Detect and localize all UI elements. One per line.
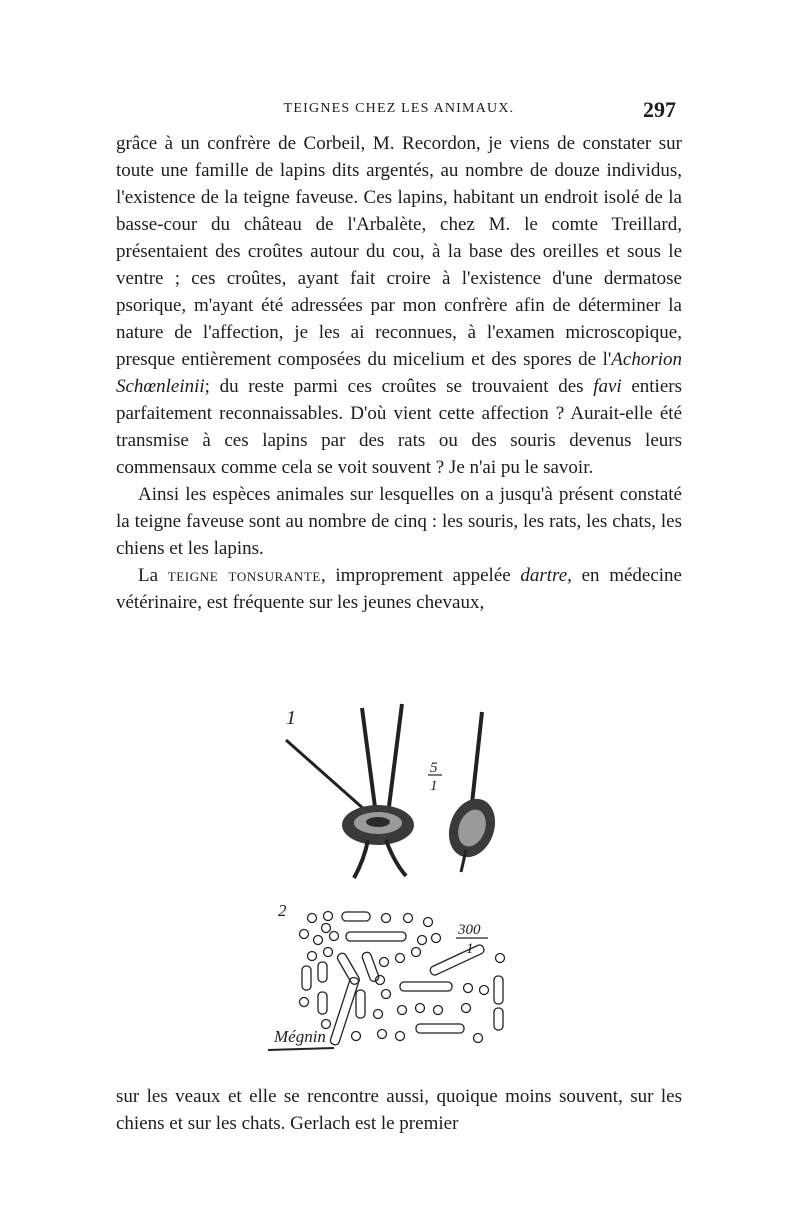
signature-underline <box>268 1048 334 1050</box>
figure-label-1: 1 <box>286 707 296 729</box>
mycelium-chain <box>361 951 380 982</box>
scale-2-numerator: 300 <box>458 922 481 938</box>
paragraph-continuation: sur les veaux et elle se rencontre aussi, quoique moins souvent, sur les chiens et sur les chats. Gerlach est le premier <box>116 1086 682 1134</box>
spore <box>398 1006 407 1015</box>
mycelium-chain <box>494 976 503 1004</box>
mycelium-chain <box>494 1008 503 1030</box>
species-name: Achorion Schœnleinii <box>116 349 682 397</box>
mycelium-chain <box>400 982 452 991</box>
spore <box>308 914 317 923</box>
upper-text-block <box>116 130 682 616</box>
mycelium-chain <box>336 952 361 986</box>
spore <box>496 954 505 963</box>
figure-engraving <box>256 690 546 1060</box>
spore <box>324 948 333 957</box>
spore <box>432 934 441 943</box>
figure-hair-illustration <box>256 690 546 1060</box>
spore <box>434 1006 443 1015</box>
engraver-signature: Mégnin <box>274 1027 326 1046</box>
mycelium-chain <box>342 912 370 921</box>
running-title: TEIGNES CHEZ LES ANIMAUX. <box>283 101 515 116</box>
lower-text-block <box>116 1083 682 1137</box>
paragraph-text: grâce à un confrère de Corbeil, M. Recordon, je viens de constater sur toute une famille de lapins dits argentés, au nombre de douze individus, l'existence de la teigne faveuse. Ces lapins, habitant un endroit isolé de la basse-cour du château de l'Arbalète, chez M. le comte Treillard, présentaient des croûtes autour du cou, à la base des oreilles et sous le ventre ; ces croûtes, ayant fait croire à l'existence d'une dermatose psorique, m'ayant été adressées par mon confrère afin de déterminer la nature de l'affection, je les ai reconnues, à l'examen microscopique, presque entièrement composées du micelium et des spores de l' <box>116 133 682 370</box>
spore <box>480 986 489 995</box>
spore <box>464 984 473 993</box>
spore <box>412 948 421 957</box>
mycelium-chain <box>318 992 327 1014</box>
paragraph-favus-rabbits <box>116 130 682 481</box>
spore <box>324 912 333 921</box>
spore <box>396 1032 405 1041</box>
mycelium-chain <box>429 944 485 977</box>
spore <box>352 1032 361 1041</box>
paragraph-text: , improprement appelée <box>320 565 521 586</box>
spore <box>374 1010 383 1019</box>
running-head <box>116 97 682 121</box>
paragraph-species-count: Ainsi les espèces animales sur lesquelles on a jusqu'à présent constaté la teigne faveuse sont au nombre de cinq : les souris, les rats, les chats, les chiens et les lapins. <box>116 484 682 559</box>
spore <box>474 1034 483 1043</box>
spore <box>322 924 331 933</box>
spore <box>300 930 309 939</box>
mycelium-chain <box>346 932 406 941</box>
hair-root <box>354 840 368 878</box>
paragraph-text: La <box>138 565 168 586</box>
spore <box>382 990 391 999</box>
spore <box>382 914 391 923</box>
spore <box>378 1030 387 1039</box>
scale-1-denominator: 1 <box>430 778 438 794</box>
page-number: 297 <box>643 97 676 122</box>
mycelium-chain <box>318 962 327 982</box>
spore <box>418 936 427 945</box>
disease-name: teigne tonsurante <box>167 565 321 586</box>
spore <box>416 1004 425 1013</box>
spore <box>308 952 317 961</box>
spore <box>404 914 413 923</box>
paragraph-text: ; du reste parmi ces croûtes se trouvaient des <box>204 376 594 397</box>
mycelium-chain <box>356 990 365 1018</box>
figure-label-2: 2 <box>278 901 287 920</box>
paragraph-tonsurante <box>116 562 682 616</box>
spore <box>396 954 405 963</box>
paragraph-text: entiers parfaitement reconnaissables. D'où vient cette affection ? Aurait-elle été transmise à ces lapins par des rats ou des souris devenus leurs commensaux comme cela se voit souvent ? Je n'ai pu le savoir. <box>116 376 682 478</box>
mycelium-chain <box>416 1024 464 1033</box>
scab-disc-hole <box>366 817 390 827</box>
hair-disc-right <box>441 712 503 872</box>
spore <box>462 1004 471 1013</box>
scale-1-numerator: 5 <box>430 760 438 776</box>
spore <box>380 958 389 967</box>
spore <box>330 932 339 941</box>
paragraph-text: en médecine vétérinaire, est fréquente sur les jeunes chevaux, <box>116 565 682 613</box>
spore <box>314 936 323 945</box>
spore <box>424 918 433 927</box>
hair-disc-left <box>286 704 414 878</box>
spore <box>300 998 309 1007</box>
favi-term: favi <box>593 376 622 397</box>
hair-root <box>386 840 406 876</box>
dartre-term: dartre, <box>520 565 572 586</box>
mycelium-chain <box>329 976 359 1045</box>
hair-strand <box>286 740 374 818</box>
mycelium-chain <box>302 966 311 990</box>
scale-2-denominator: 1 <box>466 941 474 957</box>
